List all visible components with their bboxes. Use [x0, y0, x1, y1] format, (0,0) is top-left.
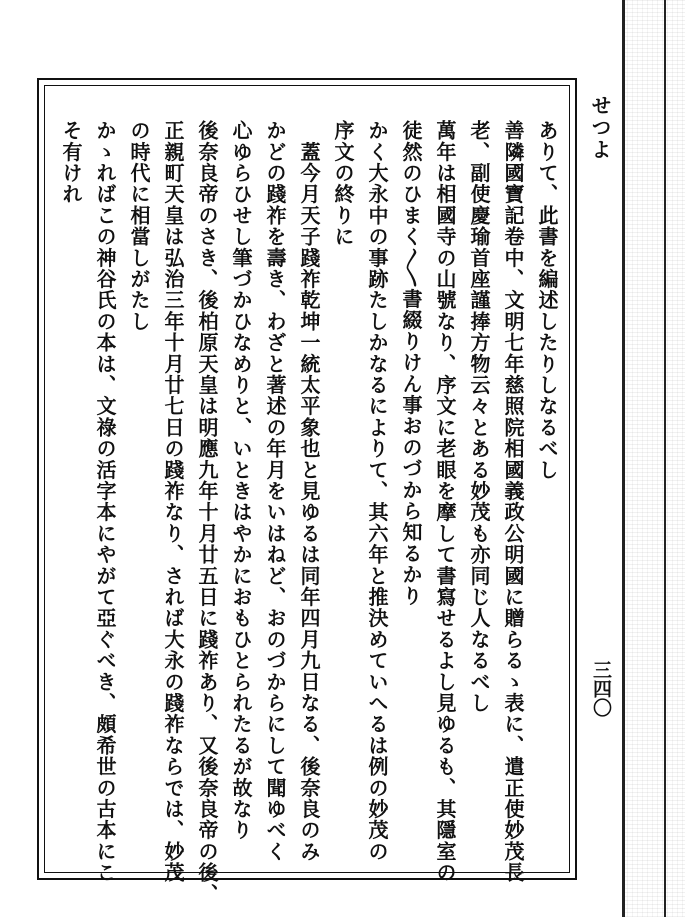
text-line: 正親町天皇は弘治三年十月廿七日の踐祚なり、されば大永の踐祚ならでは、妙茂: [161, 120, 185, 884]
page-edge-line: [622, 0, 625, 917]
text-line: 善隣國寶記卷中、文明七年慈照院相國義政公明國に贈らるゝ表に、遣正使妙茂長: [501, 120, 525, 884]
running-title: せつよ: [588, 95, 612, 161]
text-line: かゝればこの神谷氏の本は、文祿の活字本にやがて亞ぐべき、頗希世の古本にこ: [93, 120, 117, 884]
body-text: [54, 120, 564, 905]
text-line: 老、副使慶瑜首座謹捧方物云々とある妙茂も亦同じ人なるべし: [467, 120, 491, 714]
text-line: かく大永中の事跡たしかなるによりて、其六年と推決めていへるは例の妙茂の: [365, 120, 389, 862]
text-line: かどの踐祚を壽き、わざと著述の年月をいはねど、おのづからにして聞ゆべく: [263, 120, 287, 862]
text-line: 蓋今月天子踐祚乾坤一統太平象也と見ゆるは同年四月九日なる、後奈良のみ: [297, 120, 321, 862]
text-line: 心ゆらひせし筆づかひなめりと、いときはやかにおもひとられたるが故なり: [229, 120, 253, 841]
page-edge-line-right: [664, 0, 666, 917]
page-number: 三四〇: [590, 660, 612, 717]
scan-margin-noise: [622, 0, 685, 917]
text-line: ありて、此書を編述したりしなるべし: [535, 120, 559, 481]
text-line: 徒然のひまく〳〵書綴りけん事おのづから知るかり: [399, 120, 423, 607]
text-line: 序文の終りに: [331, 120, 355, 248]
text-line: そ有けれ: [59, 120, 83, 205]
text-line: の時代に相當しがたし: [127, 120, 151, 332]
text-line: 萬年は相國寺の山號なり、序文に老眼を摩して書寫せるよし見ゆるも、其隱室の: [433, 120, 457, 884]
text-line: 後奈良帝のさき、後柏原天皇は明應九年十月廿五日に踐祚あり、又後奈良帝の後、: [195, 120, 219, 905]
